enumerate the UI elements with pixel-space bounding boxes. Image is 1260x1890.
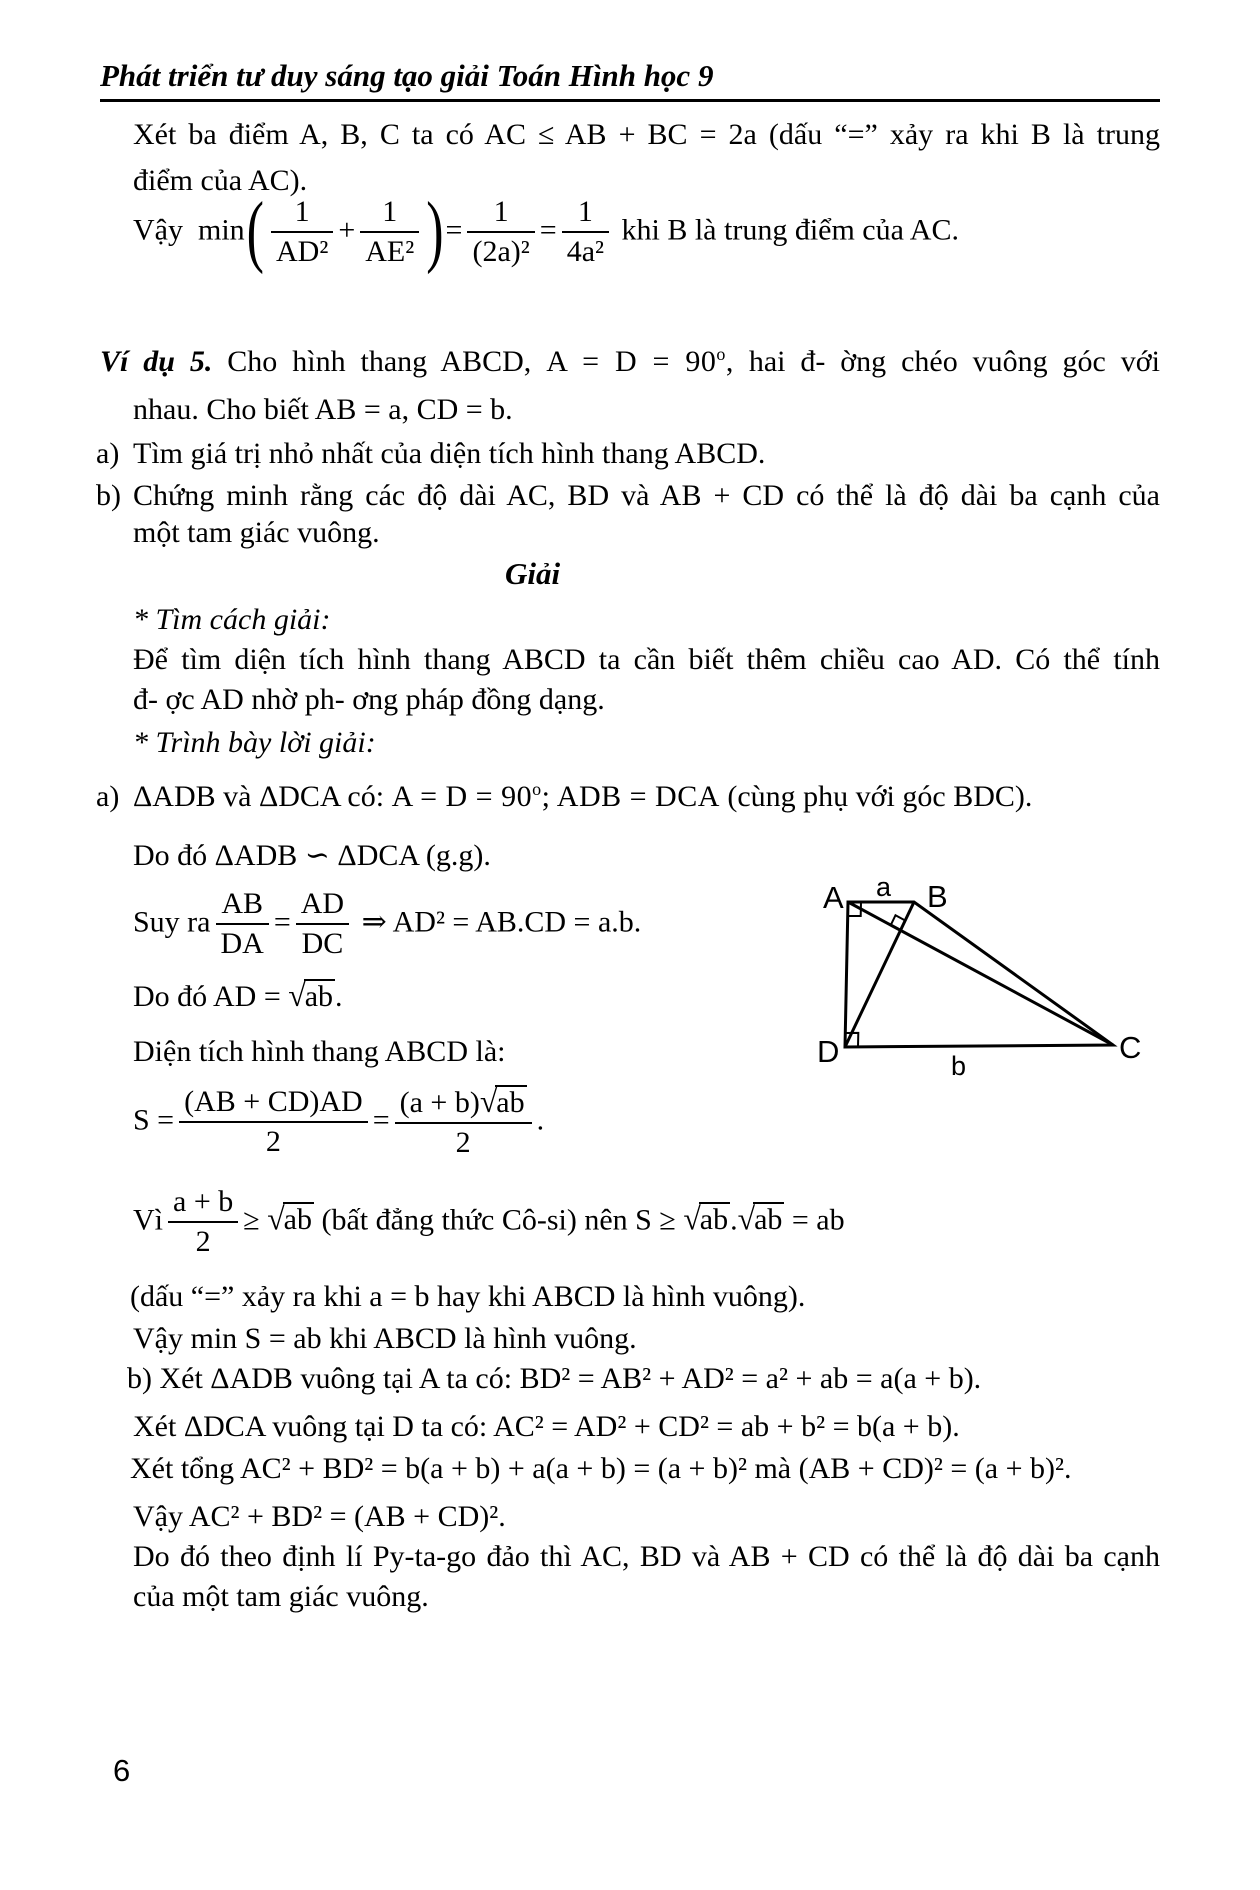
find-solution-label: * Tìm cách giải: xyxy=(133,603,331,636)
suyra-rest: AD² = AB.CD = a.b. xyxy=(392,905,642,939)
fraction-AB-over-DA: $\frac{AB}{DA}$ xyxy=(216,888,269,961)
solution-a-marker: a) xyxy=(96,780,120,813)
min-conclusion-line: Vậy min S = ab khi ABCD là hình vuông. xyxy=(133,1322,637,1355)
suyra-formula xyxy=(133,888,641,961)
degree-sup: o xyxy=(716,344,726,364)
min-function: min xyxy=(197,213,245,247)
radical-sign: √ xyxy=(737,1201,756,1237)
equality-note-line: (dấu “=” xảy ra khi a = b hay khi ABCD là hình vuông). xyxy=(130,1280,806,1313)
ge-sign: ≥ xyxy=(243,1203,260,1237)
equals-sign: = xyxy=(539,213,557,247)
cosi-mid: (bất đẳng thức Cô-si) nên xyxy=(321,1203,628,1237)
hint-line1: Để tìm diện tích hình thang ABCD ta cần biết thêm chiều cao AD. Có thể tính xyxy=(133,643,1160,676)
solution-b-line2: Xét ΔDCA vuông tại D ta có: AC² = AD² + CD² = ab + b² = b(a + b). xyxy=(133,1410,960,1443)
example-5-intro: Cho hình thang ABCD, xyxy=(227,345,532,378)
present-solution-label: * Trình bày lời giải: xyxy=(133,726,376,759)
vertex-label-d: D xyxy=(817,1034,840,1069)
dot: . xyxy=(730,1203,738,1237)
pytago-line2: của một tam giác vuông. xyxy=(133,1580,429,1613)
pytago-line1: Do đó theo định lí Py-ta-go đảo thì AC, BD và AB + CD có thể là độ dài ba cạnh xyxy=(133,1540,1160,1573)
fraction-AD-over-DC: $\frac{AD}{DC}$ xyxy=(296,888,349,961)
question-a xyxy=(96,437,765,471)
question-b-marker: b) xyxy=(96,479,121,512)
solution-a-angles: $A = D = 90^o$; ADB = DCA xyxy=(391,779,720,813)
radicand: ab xyxy=(283,1203,312,1237)
plus-sign: + xyxy=(338,213,356,247)
fraction-1-over-2a2: $\frac{1}{\text{(2a)²}}$ xyxy=(467,196,534,269)
intro-line1: Xét ba điểm A, B, C ta có AC ≤ AB + BC = 2a (dấu “=” xảy ra khi B là trung xyxy=(133,118,1160,151)
example-5-line2: nhau. Cho biết AB = a, CD = b. xyxy=(133,393,513,426)
similar-triangles-line: Do đó ΔADB ∽ ΔDCA (g.g). xyxy=(133,839,491,872)
angle-equation: $A = D = 90^o$, xyxy=(546,344,734,378)
fraction-1-over-4a2: $\frac{1}{\text{4a²}}$ xyxy=(562,196,609,269)
diagonal-ac xyxy=(848,902,1113,1045)
solution-a-part1: ΔADB và ΔDCA có: xyxy=(133,780,385,813)
radicand: ab xyxy=(496,1086,525,1119)
side-label-b: b xyxy=(951,1051,967,1080)
question-b-text: Chứng minh rằng các độ dài AC, BD và AB + CD có thể là độ dài ba cạnh của xyxy=(133,479,1160,512)
cosi-lead: Vì xyxy=(133,1203,163,1237)
radical-sign: √ xyxy=(288,978,306,1013)
min-formula-lead: Vậy xyxy=(133,213,183,247)
intro-line2: điểm của AC). xyxy=(133,164,308,197)
question-a-text: Tìm giá trị nhỏ nhất của diện tích hình thang ABCD. xyxy=(133,437,766,470)
header-rule xyxy=(100,99,1160,102)
area-intro-line: Diện tích hình thang ABCD là: xyxy=(133,1035,506,1068)
trapezoid-diagram xyxy=(815,862,1160,1080)
side-label-a: a xyxy=(876,872,892,902)
fraction-ABCD-AD-over-2: $\frac{(AB + CD)AD}{2}$ xyxy=(179,1086,368,1159)
fraction-ab-sqrt-over-2: $\frac{(a + b)√ab}{2}$ xyxy=(395,1085,532,1160)
example-5-line1 xyxy=(100,345,1160,379)
diagonal-db xyxy=(845,902,914,1047)
solution-a-part2: (cùng phụ với góc BDC). xyxy=(727,780,1033,813)
degree-sup: o xyxy=(532,779,542,799)
solution-b-line3: Xét tổng AC² + BD² = b(a + b) + a(a + b) = (a + b)² mà (AB + CD)² = (a + b)². xyxy=(130,1452,1072,1485)
question-b-line2: một tam giác vuông. xyxy=(133,516,380,549)
min-formula: Vậy min( $\frac{1}{\text{AD²}}$ + $\frac{1}{\text{AE²}}$ )= $\frac{1}{\text{(2a)²}}$ = $\frac{1}{\text{4a²}}$ khi B là trung điểm của AC. xyxy=(133,187,959,276)
radical-sign: √ xyxy=(479,1084,498,1119)
min-formula-tail: khi B là trung điểm của AC. xyxy=(621,213,959,247)
equals-sign: = xyxy=(372,1103,390,1137)
ad-value-pre: Do đó AD = xyxy=(133,980,281,1013)
page-number: 6 xyxy=(113,1753,131,1788)
hint-line2: đ- ợc AD nhờ ph- ơng pháp đồng dạng. xyxy=(133,683,605,716)
fraction-1-over-AD2: $\frac{1}{\text{AD²}}$ xyxy=(271,196,333,269)
cosi-line xyxy=(133,1186,845,1259)
area-formula xyxy=(133,1085,544,1160)
radical-sign: √ xyxy=(267,1201,285,1237)
period: . xyxy=(536,1103,545,1137)
s-ge: S ≥ xyxy=(635,1203,676,1237)
suyra-lead: Suy ra xyxy=(133,905,211,939)
vertex-label-a: A xyxy=(823,880,844,915)
equals-ab: = ab xyxy=(791,1203,845,1237)
solution-b-line4: Vậy AC² + BD² = (AB + CD)². xyxy=(133,1500,506,1533)
radical-sign: √ xyxy=(683,1201,701,1237)
radicand: ab xyxy=(699,1203,729,1237)
example-5-label: Ví dụ 5. xyxy=(100,345,213,378)
fraction-1-over-AE2: $\frac{1}{\text{AE²}}$ xyxy=(360,196,419,269)
question-b-line1 xyxy=(96,479,1160,513)
implies-arrow: ⇒ xyxy=(361,905,387,939)
radicand: ab xyxy=(304,980,334,1013)
page-header-title: Phát triển tư duy sáng tạo giải Toán Hình học 9 xyxy=(100,58,714,93)
solution-a-line1 xyxy=(96,780,1032,814)
fraction-a-plus-b-over-2: $\frac{a + b}{2}$ xyxy=(168,1186,238,1259)
s-equals: S = xyxy=(133,1103,175,1137)
equals-sign: = xyxy=(445,213,463,247)
solution-b-line1: b) Xét ΔADB vuông tại A ta có: BD² = AB² + AD² = a² + ab = a(a + b). xyxy=(127,1362,982,1395)
ad-value-line xyxy=(133,978,343,1014)
vertex-label-b: B xyxy=(927,879,948,914)
period: . xyxy=(335,980,343,1013)
equals-sign: = xyxy=(273,905,291,939)
question-a-marker: a) xyxy=(96,437,120,470)
vertex-label-c: C xyxy=(1119,1030,1142,1065)
radicand: ab xyxy=(754,1203,783,1237)
solution-heading: Giải xyxy=(505,556,561,591)
example-5-tail: hai đ- ờng chéo vuông góc với xyxy=(748,345,1160,378)
